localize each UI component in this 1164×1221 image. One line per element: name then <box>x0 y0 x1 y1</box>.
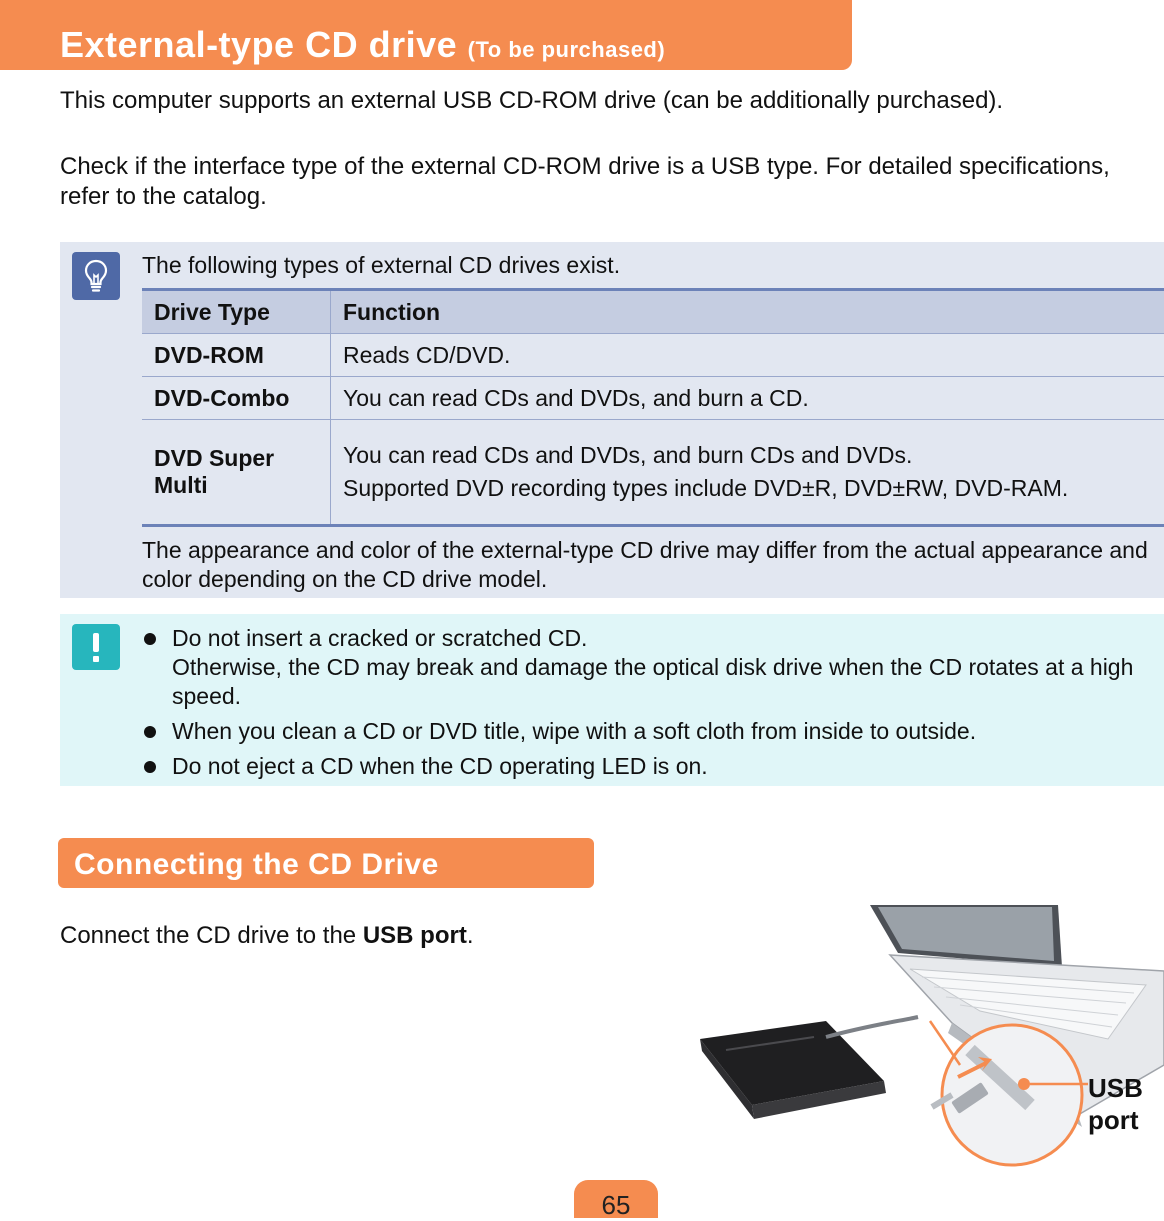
page-number-tab <box>574 1180 658 1218</box>
connect-instruction: Connect the CD drive to the USB port. <box>60 922 474 950</box>
page-number: 65 <box>574 1190 658 1221</box>
warning-text: Otherwise, the CD may break and damage the optical disk drive when the CD rotates at a high speed. <box>172 653 1152 711</box>
column-header: Function <box>331 290 1164 334</box>
warning-list <box>142 624 1152 787</box>
function-cell <box>331 420 1164 526</box>
warning-text: When you clean a CD or DVD title, wipe with a soft cloth from inside to outside. <box>172 717 1152 746</box>
bullet-icon <box>144 761 156 773</box>
bullet-icon <box>144 726 156 738</box>
function-line: You can read CDs and DVDs, and burn CDs and DVDs. <box>343 441 1152 470</box>
lightbulb-icon <box>72 252 120 300</box>
list-item <box>142 624 1152 711</box>
drive-type-cell: DVD-ROM <box>142 334 331 377</box>
drive-type-cell: DVD Super Multi <box>142 420 331 526</box>
table-row <box>142 377 1164 420</box>
table-row <box>142 334 1164 377</box>
column-header: Drive Type <box>142 290 331 334</box>
function-cell: Reads CD/DVD. <box>331 334 1164 377</box>
table-header-row <box>142 290 1164 334</box>
usb-port-emphasis: USB port <box>363 922 467 949</box>
table-row <box>142 420 1164 526</box>
intro-paragraph-2: Check if the interface type of the external CD-ROM drive is a USB type. For detailed specifications, refer to the catalog. <box>60 152 1150 212</box>
page-subtitle: (To be purchased) <box>468 37 666 62</box>
warning-text: Do not eject a CD when the CD operating LED is on. <box>172 752 1152 781</box>
bullet-icon <box>144 633 156 645</box>
function-cell: You can read CDs and DVDs, and burn a CD. <box>331 377 1164 420</box>
drive-type-table <box>142 288 1164 527</box>
intro-paragraph-1: This computer supports an external USB CD-ROM drive (can be additionally purchased). <box>60 86 1150 116</box>
exclamation-icon <box>72 624 120 670</box>
section-heading: Connecting the CD Drive <box>58 838 594 888</box>
function-line: Supported DVD recording types include DVD±R, DVD±RW, DVD-RAM. <box>343 474 1152 503</box>
usb-port-label: USB port <box>1088 1072 1143 1136</box>
header-tab <box>0 0 852 70</box>
page-title: External-type CD drive (To be purchased) <box>60 24 665 66</box>
tip-lead: The following types of external CD drives exist. <box>142 252 620 279</box>
drive-type-cell: DVD-Combo <box>142 377 331 420</box>
list-item <box>142 752 1152 781</box>
tip-note: The appearance and color of the external-type CD drive may differ from the actual appearance and color depending on the CD drive model. <box>142 536 1152 594</box>
list-item <box>142 717 1152 746</box>
warning-text: Do not insert a cracked or scratched CD. <box>172 624 1152 653</box>
